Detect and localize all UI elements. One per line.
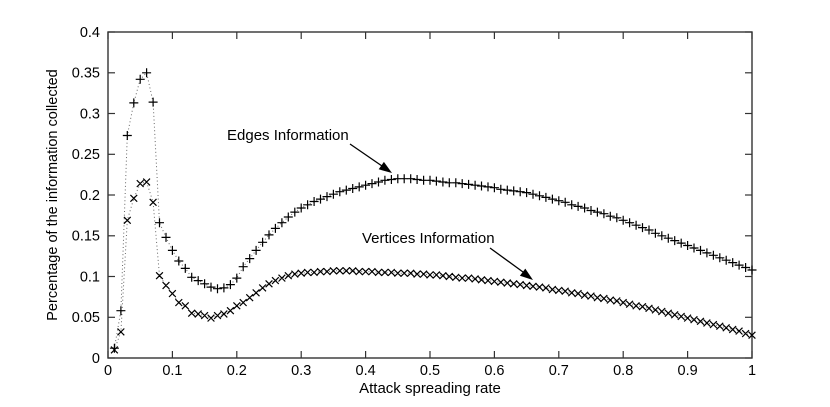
y-tick-label: 0.25 [71,147,100,164]
x-tick-label: 0.9 [677,363,698,379]
vertices-annotation-arrowhead-icon [520,269,533,280]
x-tick-label: 0.8 [613,363,634,379]
y-tick-label: 0 [91,350,100,367]
x-tick-label: 0.1 [162,363,183,379]
x-tick-label: 0.4 [355,363,376,379]
x-tick-label: 0 [103,363,113,379]
x-tick-label: 0.5 [419,363,441,379]
y-tick-label: 0.1 [79,269,100,286]
y-tick-label: 0.2 [79,187,100,204]
y-tick-label: 0.3 [79,106,100,123]
edges-annotation-arrow-line [350,144,382,166]
edges-annotation-arrowhead-icon [379,162,392,173]
series-layer [110,68,757,353]
y-tick-label: 0.05 [71,310,100,327]
vertices-annotation-label: Vertices Information [362,230,495,247]
y-tick-label: 0.35 [71,65,100,82]
y-tick-label: 0.4 [79,24,100,41]
x-tick-label: 0.6 [484,363,505,379]
vertices-annotation [362,230,533,280]
edges-annotation [227,127,392,173]
x-axis-ticks [104,32,756,379]
edges-information-line [114,73,752,348]
vertices-annotation-arrow-line [490,248,523,272]
edges-annotation-label: Edges Information [227,127,349,144]
x-tick-label: 0.3 [291,363,312,379]
y-axis-ticks [72,25,752,367]
x-axis-label: Attack spreading rate [359,380,501,397]
vertices-information-line [114,182,752,350]
x-tick-label: 0.7 [548,363,569,379]
y-axis-label: Percentage of the information collected [45,69,61,321]
x-tick-label: 0.2 [226,363,247,379]
vertices-information-markers [111,179,755,354]
x-tick-label: 1 [747,363,757,379]
y-tick-label: 0.15 [71,228,100,245]
